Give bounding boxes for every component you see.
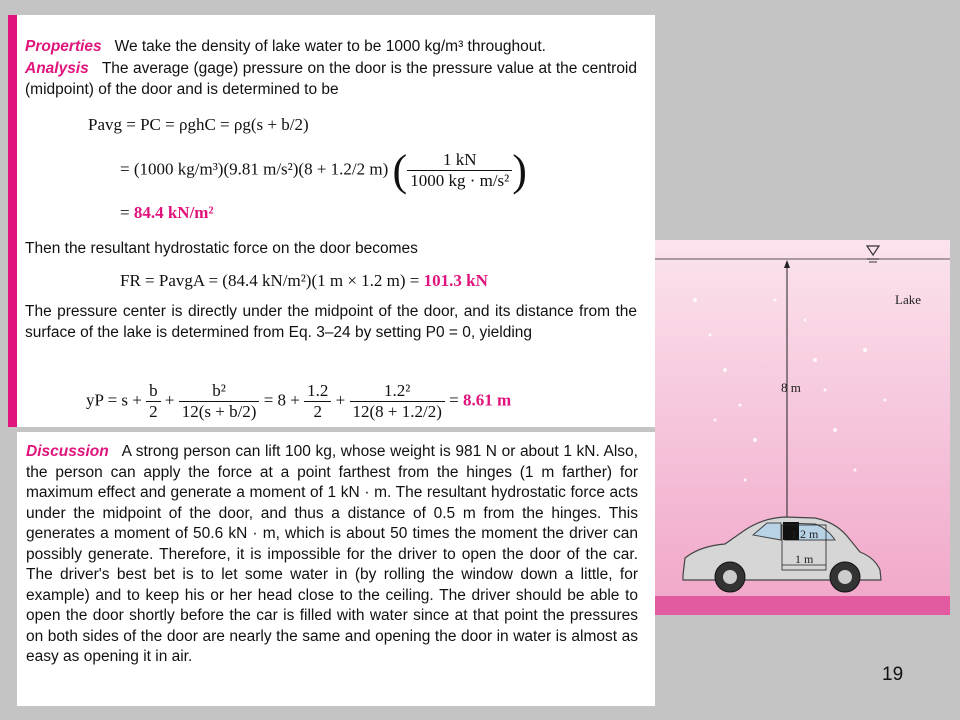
left-paren: ( xyxy=(392,146,408,195)
properties-paragraph xyxy=(25,37,637,58)
equation-resultant-force-left: FR = PavgA = (84.4 kN/m²)(1 m × 1.2 m) = xyxy=(120,271,424,290)
page-number: 19 xyxy=(882,664,904,685)
pressure-center-paragraph: The pressure center is directly under the midpoint of the door, and its distance from the surface of the lake is determined from Eq. 3–24 by setting P0 = 0, yielding xyxy=(25,303,637,341)
pressure-center-value: 8.61 m xyxy=(462,390,512,410)
analysis-text: The average (gage) pressure on the door is the pressure value at the centroid (midpoint) of the door and is determined to be xyxy=(25,60,637,98)
discussion-paragraph xyxy=(26,442,638,668)
fraction-numerator: 1 kN xyxy=(407,150,512,171)
lake-label: Lake xyxy=(895,292,921,307)
door-height-label: 1.2 m xyxy=(791,527,819,541)
door-width-label: 1 m xyxy=(795,552,814,566)
properties-text: We take the density of lake water to be 1000 kg/m³ throughout. xyxy=(114,38,546,55)
discussion-text: A strong person can lift 100 kg, whose weight is 981 N or about 1 kN. Also, the person can apply the force at a point farthest from the hinges (1 m farther) for maximum effect and generate a moment of 1 kN · m. The resultant hydrostatic force acts under the midpoint of the door, and thus a distance of 0.5 m from the hinges. This generates a moment of 50.6 kN · m, which is about 50 times the moment the driver can possibly generate. Therefore, it is impossible for the driver to open the door of the car. The driver's best bet is to let some water in (by rolling the window down a little, for example) and to keep his or her head close to the ceiling. The driver should be able to open the door shortly before the car is filled with water since at that point the pressures on both sides of the door are nearly the same and opening the door in water is almost as easy as opening it in air. xyxy=(26,443,638,665)
equation-pavg-result xyxy=(120,203,214,223)
fraction-b2-over-12: $\frac{\text{b²}}{12(s + b/2)}$ xyxy=(179,381,260,422)
equation-pavg: Pavg = PC = ρghC = ρg(s + b/2) xyxy=(88,115,309,134)
equation-pressure-center-left: yP = s + xyxy=(86,390,147,410)
equals-sign: = xyxy=(120,203,134,222)
analysis-panel xyxy=(8,15,655,427)
lake-illustration xyxy=(655,240,950,615)
equation-pressure-center: yP = s + $\frac{b}{2}$ + $\frac{\text{b²}}{12(s + b/2)}$ = 8 + $\frac{1.2}{2}$ + $\frac{\text{1.2²}}{12(8 + 1.2/2)}$ = 8.61 m xyxy=(86,381,512,421)
discussion-panel xyxy=(17,432,655,706)
force-intro-text: Then the resultant hydrostatic force on the door becomes xyxy=(25,240,418,257)
pavg-result-value: 84.4 kN/m² xyxy=(133,203,214,222)
unit-conversion-fraction xyxy=(407,150,512,191)
depth-label: 8 m xyxy=(781,380,801,395)
equation-pavg-substitution-left: = (1000 kg/m³)(9.81 m/s²)(8 + 1.2/2 m) xyxy=(120,159,389,179)
lake-bottom xyxy=(655,596,950,615)
fraction-b-over-2: $\frac{b}{2}$ xyxy=(146,381,161,422)
submerged-car-figure xyxy=(655,240,950,615)
fraction-denominator: 1000 kg · m/s² xyxy=(410,171,510,190)
accent-bar xyxy=(8,15,17,427)
equation-pavg-substitution xyxy=(120,145,527,196)
right-paren: ) xyxy=(512,146,527,195)
properties-label: Properties xyxy=(25,38,102,55)
discussion-label: Discussion xyxy=(26,443,109,460)
analysis-label: Analysis xyxy=(25,60,89,77)
analysis-paragraph xyxy=(25,59,637,100)
equation-resultant-force xyxy=(120,271,488,291)
fraction-1-2-over-2: $\frac{1.2}{2}$ xyxy=(304,381,331,422)
resultant-force-value: 101.3 kN xyxy=(423,271,488,290)
fraction-1-2-squared: $\frac{\text{1.2²}}{12(8 + 1.2/2)}$ xyxy=(350,381,445,422)
